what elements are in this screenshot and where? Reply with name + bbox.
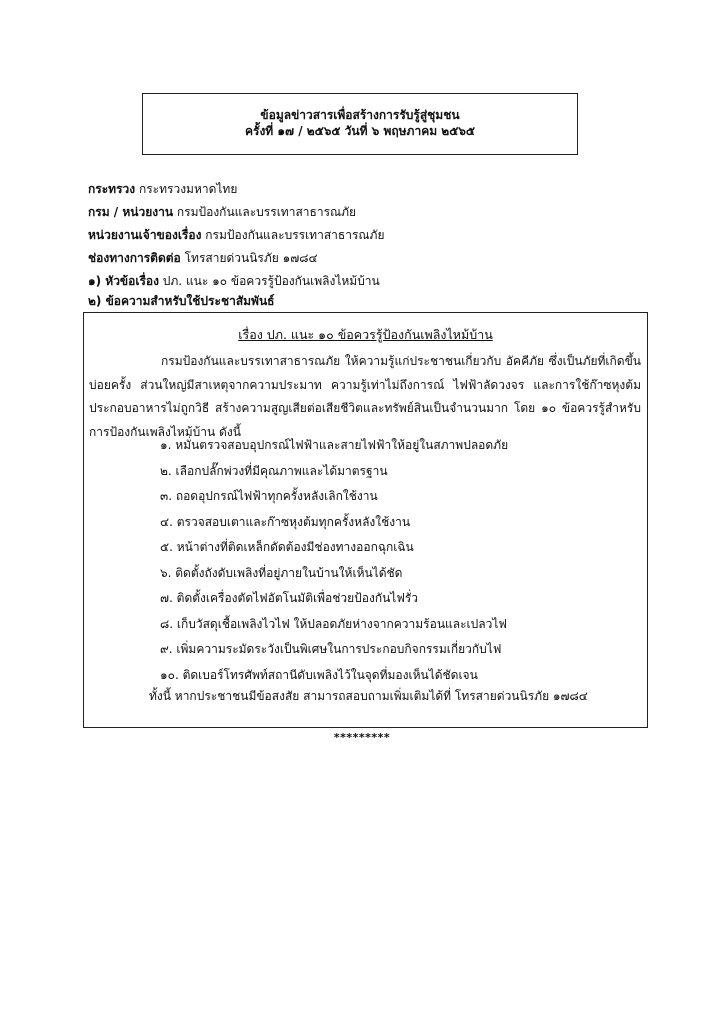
document-header-box <box>142 93 578 155</box>
meta-owner <box>88 224 648 247</box>
list-item: ๕. หน้าต่างที่ติดเหล็กดัดต้องมีช่องทางออกฉุกเฉิน <box>160 540 414 554</box>
section2-label: ๒) ข้อความสำหรับใช้ประชาสัมพันธ์ <box>88 294 275 308</box>
list-item: ๑๐. ติดเบอร์โทรศัพท์สถานีดับเพลิงไว้ในจุดที่มองเห็นได้ชัดเจน <box>160 667 478 682</box>
meta-owner-value: กรมป้องกันและบรรเทาสาธารณภัย <box>205 228 385 242</box>
document-meta <box>88 178 648 293</box>
meta-ministry-value: กระทรวงมหาดไทย <box>138 182 238 196</box>
meta-contact-label: ช่องทางการติดต่อ <box>88 251 181 265</box>
meta-topic <box>88 270 648 293</box>
press-release-box <box>83 312 648 728</box>
list-item: ๒. เลือกปลั๊กพ่วงที่มีคุณภาพและได้มาตรฐาน <box>160 463 388 478</box>
meta-ministry-label: กระทรวง <box>88 182 136 196</box>
tips-list <box>160 433 508 688</box>
header-title: ข้อมูลข่าวสารเพื่อสร้างการรับรู้สู่ชุมชน <box>260 108 460 122</box>
list-item: ๑. หมั่นตรวจสอบอุปกรณ์ไฟฟ้าและสายไฟฟ้าให้อยู่ในสภาพปลอดภัย <box>160 438 509 452</box>
meta-department <box>88 201 648 224</box>
meta-topic-label: ๑) หัวข้อเรื่อง <box>88 274 159 288</box>
meta-dept-label: กรม / หน่วยงาน <box>88 205 174 219</box>
list-item: ๖. ติดตั้งถังดับเพลิงที่อยู่ภายในบ้านให้เห็นได้ชัด <box>160 565 403 580</box>
meta-ministry <box>88 178 648 201</box>
end-marker: ********* <box>333 731 391 744</box>
list-item: ๙. เพิ่มความระมัดระวังเป็นพิเศษในการประกอบกิจกรรมเกี่ยวกับไฟ <box>160 642 502 656</box>
closing-note: ทั้งนี้ หากประชาชนมีข้อสงสัย สามารถสอบถามเพิ่มเติมได้ที่ โทรสายด่วนนิรภัย ๑๗๘๔ <box>149 689 588 703</box>
meta-topic-value: ปภ. แนะ ๑๐ ข้อควรรู้ป้องกันเพลิงไหม้บ้าน <box>162 274 380 288</box>
list-item: ๗. ติดตั้งเครื่องตัดไฟอัตโนมัติเพื่อช่วยป้องกันไฟรั่ว <box>160 591 418 605</box>
press-release-title: เรื่อง ปภ. แนะ ๑๐ ข้อควรรู้ป้องกันเพลิงไหม้บ้าน <box>238 327 493 342</box>
paragraph-text: กรมป้องกันและบรรเทาสาธารณภัย ให้ความรู้แก่ประชาชนเกี่ยวกับ อัคคีภัย ซึ่งเป็นภัยที่เกิดขึ้นบ่อยครั้ง ส่วนใหญ่มีสาเหตุจากความประมาท ความรู้เท่าไม่ถึงการณ์ ไฟฟ้าลัดวงจร และการใช้ก๊าซหุงต้มประกอบอาหารไม่ถูกวิธี สร้างความสูญเสียต่อเสียชีวิตและทรัพย์สินเป็นจำนวนมาก โดย ๑๐ ข้อควรรู้สำหรับการป้องกันเพลิงไหม้บ้าน ดังนี้ <box>89 354 641 439</box>
meta-owner-label: หน่วยงานเจ้าของเรื่อง <box>88 228 202 242</box>
list-item: ๘. เก็บวัสดุเชื้อเพลิงไวไฟ ให้ปลอดภัยห่างจากความร้อนและเปลวไฟ <box>160 616 507 631</box>
press-release-paragraph <box>89 350 641 444</box>
meta-contact <box>88 247 648 270</box>
header-issue-date: ครั้งที่ ๑๗ / ๒๕๖๕ วันที่ ๖ พฤษภาคม ๒๕๖๕ <box>244 124 476 138</box>
list-item: ๔. ตรวจสอบเตาและก๊าซหุงต้มทุกครั้งหลังใช้งาน <box>160 514 411 529</box>
meta-contact-value: โทรสายด่วนนิรภัย ๑๗๘๔ <box>184 251 318 265</box>
meta-dept-value: กรมป้องกันและบรรเทาสาธารณภัย <box>176 205 357 219</box>
list-item: ๓. ถอดอุปกรณ์ไฟฟ้าทุกครั้งหลังเลิกใช้งาน <box>160 489 378 503</box>
